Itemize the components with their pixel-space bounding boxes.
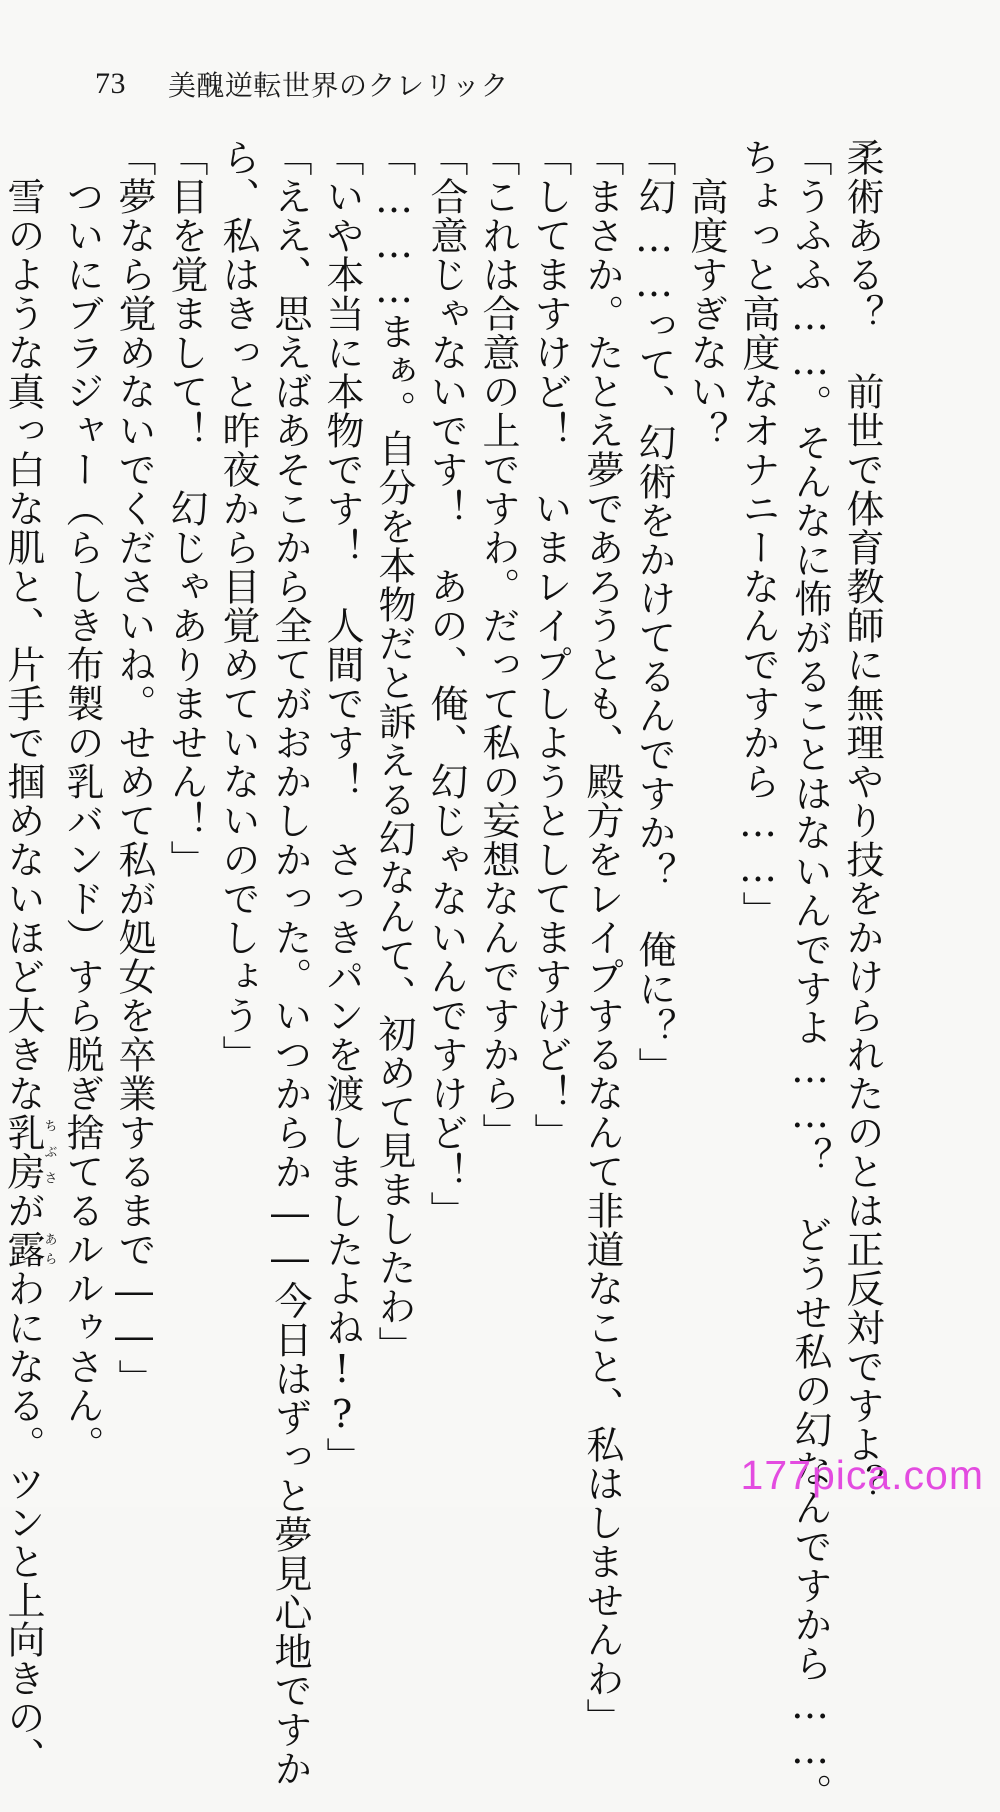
- text-line: 「ええ、思えばあそこから全てがおかしかった。いつからか――今日はずっと夢見心地ですか: [268, 138, 312, 1788]
- page-number: 73: [95, 67, 126, 100]
- site-watermark: 177pica.com: [740, 1452, 984, 1498]
- text-line: 「幻……って、幻術をかけてるんですか？ 俺に？」: [632, 138, 676, 1086]
- text-line: 「夢なら覚めないでくださいね。せめて私が処女を卒業するまで――」: [112, 138, 156, 1398]
- text-line: ら、私はきっと昨夜から目覚めていないのでしょう」: [216, 138, 260, 1074]
- text-line: 雪のような真っ白な肌と、片手で掴めないほど大きな乳房ちぶさが露あらわになる。ツンと上向きの、: [1, 138, 57, 1776]
- ruby-breast: 乳房ちぶさ: [1, 1113, 57, 1191]
- text-line: 「うふふ……。そんなに怖がることはないんですよ……？ どうせ私の幻なんですから……。: [788, 138, 832, 1812]
- text-line: 「これは合意の上ですわ。だって私の妄想なんですから」: [476, 138, 520, 1152]
- text-line: 「………まぁ。自分を本物だと訴える幻なんて、初めて見ましたわ」: [372, 138, 416, 1365]
- text-line: 「まさか。たとえ夢であろうとも、殿方をレイプするなんて非道なこと、私はしませんわ」: [580, 138, 624, 1737]
- text-line: 「合意じゃないです！ あの、俺、幻じゃないんですけど！」: [424, 138, 468, 1230]
- book-title: 美醜逆転世界のクレリック: [168, 69, 509, 102]
- text-line: ちょっと高度なオナニーなんですから……」: [736, 138, 780, 930]
- running-header: [95, 66, 509, 102]
- text-line: 「いや本当に本物です！ 人間です！ さっきパンを渡しましたよね!?」: [320, 138, 364, 1476]
- text-line: 柔術ある？ 前世で体育教師に無理やり技をかけられたのとは正反対ですよ？: [840, 138, 884, 1503]
- text-line: 高度すぎない？: [684, 138, 728, 450]
- text-line: 「してますけど！ いまレイプしようとしてますけど！」: [528, 138, 572, 1152]
- ruby-exposed: 露あら: [1, 1230, 57, 1269]
- text-line: 「目を覚まして！ 幻じゃありません！」: [164, 138, 208, 879]
- text-line: ついにブラジャー（らしき布製の乳バンド）すら脱ぎ捨てるルルゥさん。: [60, 138, 104, 1464]
